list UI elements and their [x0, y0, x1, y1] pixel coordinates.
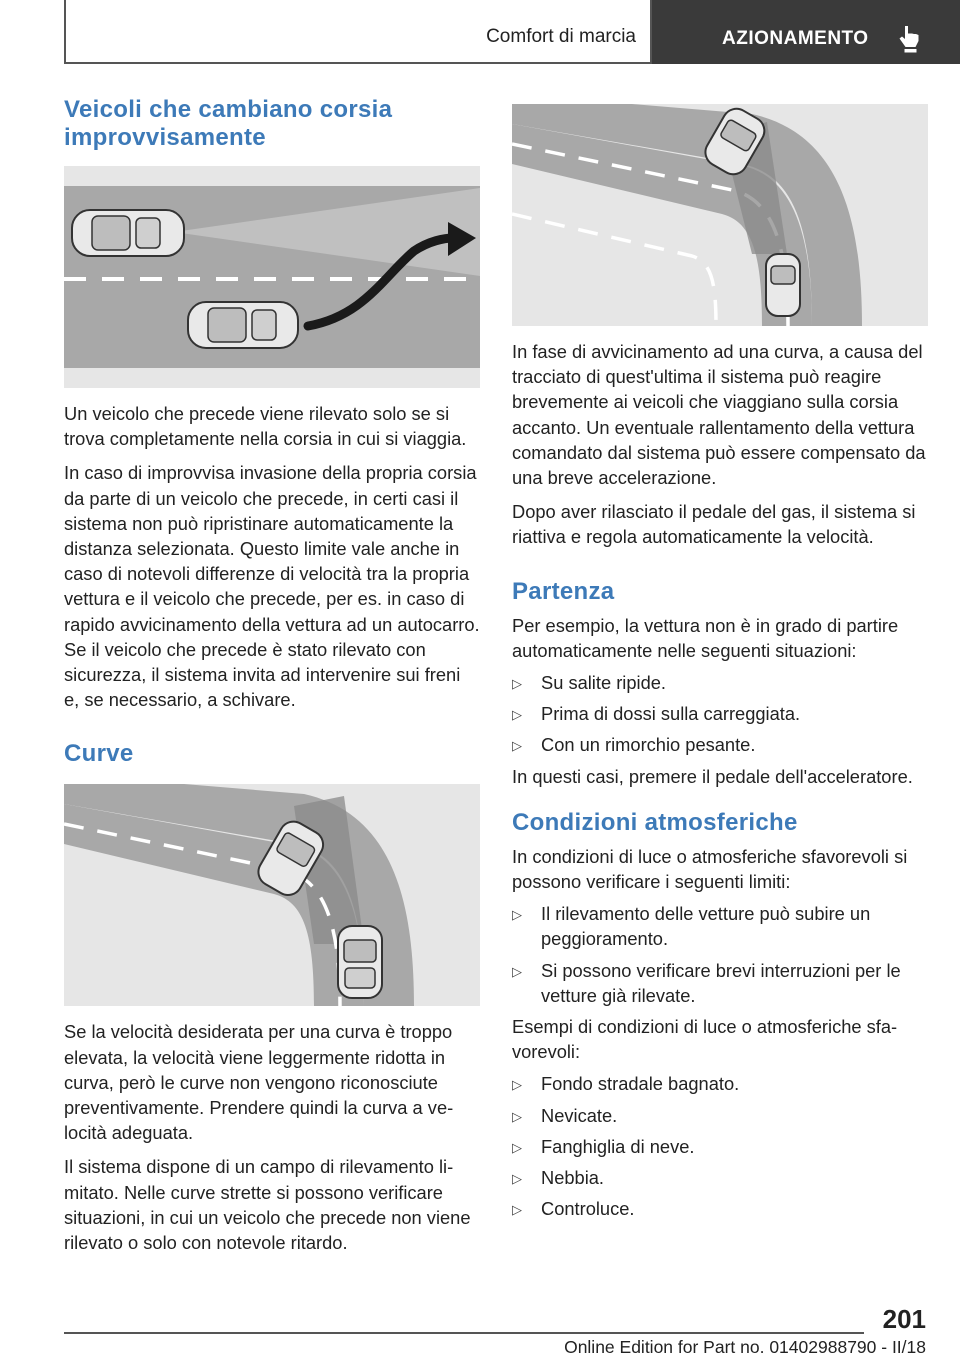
heading-condizioni: Condizioni atmosferiche — [512, 808, 798, 836]
left-column — [64, 96, 480, 1255]
right-column — [512, 104, 928, 1221]
list-limits — [512, 901, 928, 1008]
list-partenza — [512, 670, 928, 758]
paragraph-curve-1: Se la velocità desiderata per una curva è troppo elevata, la velocità viene leggermente ridotta in curva, però le curve non vengono riconosciute preventivamente. Prendere quindi la curva a velocità adeguata. — [64, 1021, 454, 1144]
triangle-bullet-icon: ▷ — [512, 738, 522, 754]
own-car-curve-icon — [766, 254, 800, 316]
triangle-bullet-icon: ▷ — [512, 1139, 522, 1155]
heading-lane-change: Veicoli che cambiano corsia improvvisamente — [64, 96, 393, 151]
list-item: ▷ Fondo stradale bagnato. — [512, 1071, 928, 1096]
list-item: ▷ Su salite ripide. — [512, 670, 928, 695]
paragraph-lane-2: In caso di improvvisa invasione della propria corsia da parte di un veicolo che precede, in certi casi il sistema non può ripristinare automaticamente la distanza selezionata. Questo limite vale anche in caso di notevoli differenze di velocità tra la propria vettura e il veicolo che precede, per es. in caso di rapido avvicinamento della vettura ad un autocarro. Se il veicolo che precede è stato rilevato con sicurezza, il sistema invita ad intervenire sui freni e, se necessario, a schivare. — [64, 462, 480, 711]
list-item: ▷ Il rilevamento delle vetture può subire un peggioramento. — [512, 903, 871, 950]
figure-lane-change — [64, 166, 480, 388]
paragraph-examples: Esempi di condizioni di luce o atmosferiche sfavorevoli: — [512, 1016, 898, 1063]
own-car-icon — [188, 302, 298, 348]
paragraph-accelerator: In questi casi, premere il pedale dell'acceleratore. — [512, 765, 913, 787]
heading-partenza: Partenza — [512, 577, 615, 605]
header-section-title: Comfort di marcia — [486, 26, 636, 47]
paragraph-lane-1: Un veicolo che precede viene rilevato solo se si trova completamente nella corsia in cui si viaggia. — [64, 403, 467, 450]
car-curve-2-icon — [338, 926, 382, 998]
car-ahead-icon — [72, 210, 184, 256]
list-item: ▷ Con un rimorchio pesante. — [512, 732, 928, 757]
paragraph-partenza: Per esempio, la vettura non è in grado di partire automaticamente nelle seguenti situazioni: — [512, 614, 899, 661]
footer-edition: Online Edition for Part no. 01402988790 - II/18 — [564, 1337, 926, 1357]
paragraph-condizioni: In condizioni di luce o atmosferiche sfavorevoli si possono verificare i seguenti limiti: — [512, 845, 908, 893]
header-divider-left — [64, 0, 66, 64]
triangle-bullet-icon: ▷ — [512, 676, 522, 692]
heading-curve: Curve — [64, 740, 134, 768]
triangle-bullet-icon: ▷ — [512, 1108, 522, 1124]
list-conditions — [512, 1071, 928, 1221]
pointing-hand-icon — [896, 24, 922, 54]
triangle-bullet-icon: ▷ — [512, 907, 522, 923]
list-item: ▷ Controluce. — [512, 1196, 928, 1221]
triangle-bullet-icon: ▷ — [512, 1077, 522, 1093]
list-item: ▷ Nebbia. — [512, 1165, 928, 1190]
header-chapter-title: AZIONAMENTO — [722, 28, 869, 49]
header-divider-bottom — [64, 62, 650, 64]
list-item: ▷ Nevicate. — [512, 1103, 928, 1128]
paragraph-curve-2: Il sistema dispone di un campo di rilevamento limitato. Nelle curve strette si possono verificare situazioni, in cui un veicolo che precede non viene rilevato o solo con notevole ritardo. — [64, 1156, 471, 1254]
list-item: ▷ Fanghiglia di neve. — [512, 1134, 928, 1159]
paragraph-adjacent-2: Dopo aver rilasciato il pedale del gas, il sistema si riattiva e regola automaticamente la velocità. — [512, 501, 916, 548]
triangle-bullet-icon: ▷ — [512, 1202, 522, 1218]
paragraph-adjacent-1: In fase di avvicinamento ad una curva, a causa del tracciato di quest'ultima il sistema può reagire brevemente ai veicoli che viaggiano sulla corsia accanto. Un eventuale rallentamento della vettura comandato dal sistema può essere compensato da una breve accelerazione. — [512, 341, 926, 489]
figure-adjacent-lane — [512, 104, 928, 326]
page-number: 201 — [882, 1304, 926, 1334]
footer-divider — [64, 1332, 864, 1334]
list-item: ▷ Si possono verificare brevi interruzioni per le vetture già rilevate. — [512, 959, 901, 1006]
triangle-bullet-icon: ▷ — [512, 1171, 522, 1187]
triangle-bullet-icon: ▷ — [512, 707, 522, 723]
list-item: ▷ Prima di dossi sulla carreggiata. — [512, 701, 928, 726]
triangle-bullet-icon: ▷ — [512, 963, 522, 979]
figure-curve — [64, 784, 480, 1006]
